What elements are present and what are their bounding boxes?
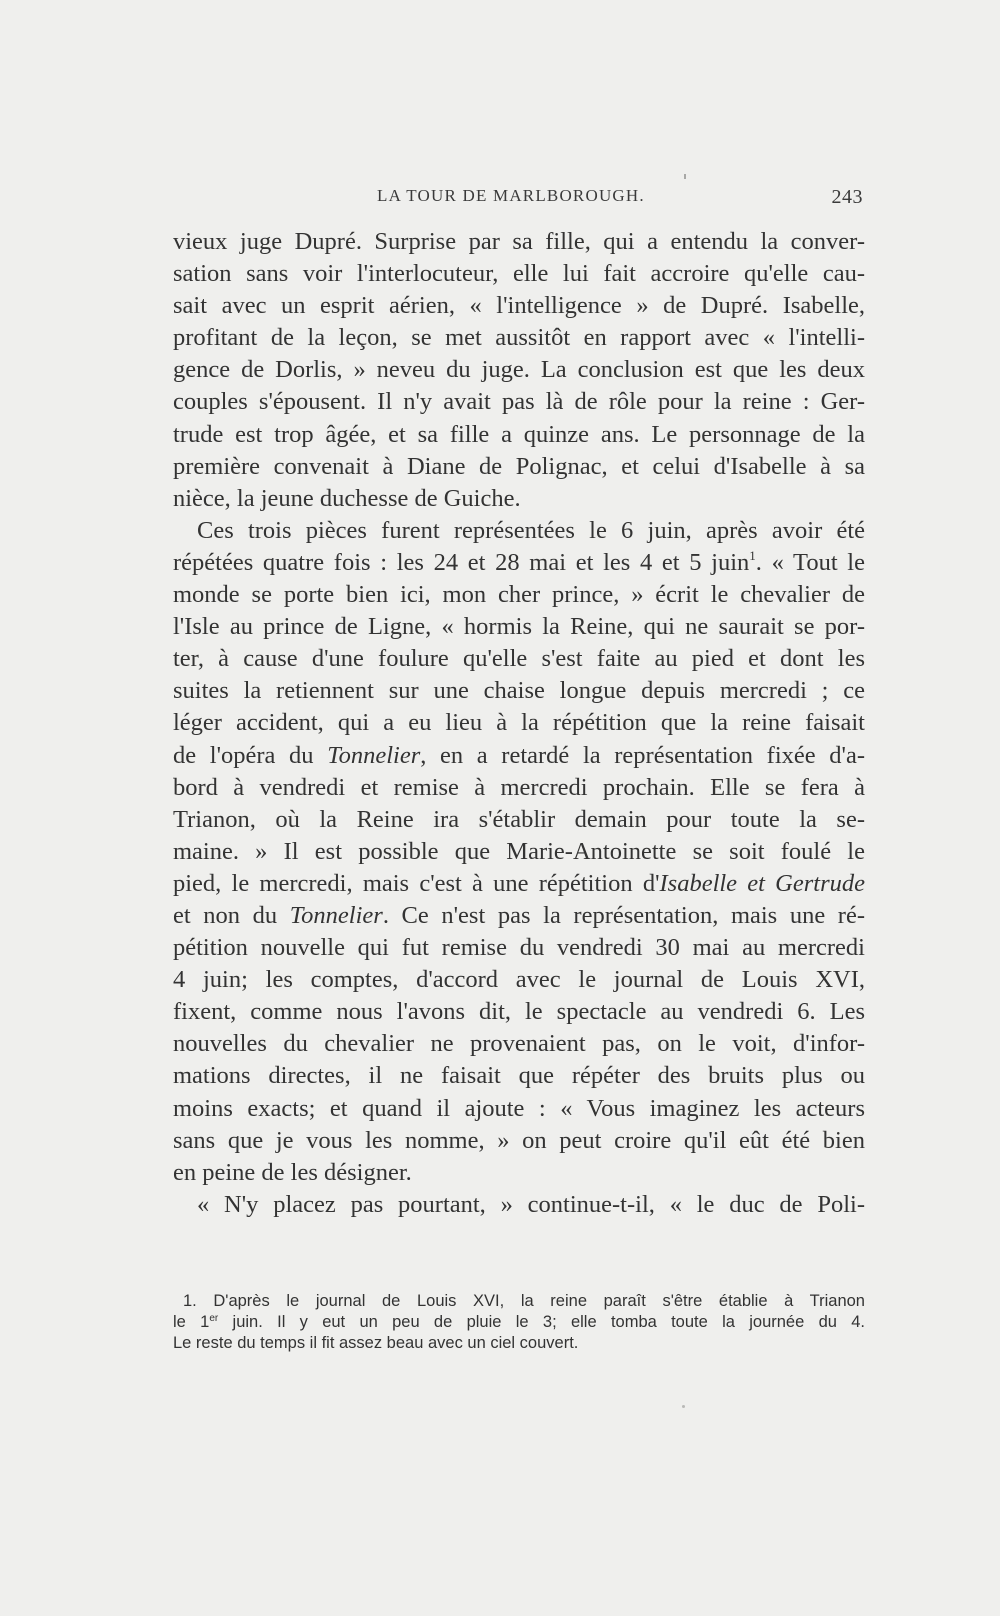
text-line: sans que je vous les nomme, » on peut croire qu'il eût été bien	[173, 1126, 865, 1154]
text-line: sation sans voir l'interlocuteur, elle lui fait accroire qu'elle cau-	[173, 260, 865, 288]
text-fragment: . « Tout le	[755, 548, 865, 576]
text-line: profitant de la leçon, se met aussitôt en rapport avec « l'intelli-	[173, 324, 865, 352]
text-line: « N'y placez pas pourtant, » continue-t-il, « le duc de Poli-	[197, 1190, 865, 1218]
footnote-line: Le reste du temps il fit assez beau avec un ciel couvert.	[173, 1334, 579, 1352]
text-fragment: et non du	[173, 901, 290, 929]
text-line: maine. » Il est possible que Marie-Antoinette se soit foulé le	[173, 837, 865, 865]
text-fragment: pied, le mercredi, mais c'est à une répétition d'	[173, 869, 660, 897]
paper-speck	[684, 174, 686, 179]
text-line: monde se porte bien ici, mon cher prince, » écrit le chevalier de	[173, 581, 865, 609]
text-line: nouvelles du chevalier ne provenaient pas, on le voit, d'infor-	[173, 1030, 865, 1058]
text-line: couples s'épousent. Il n'y avait pas là de rôle pour la reine : Ger-	[173, 388, 865, 416]
text-fragment: . Ce n'est pas la représentation, mais une ré-	[382, 901, 865, 929]
work-title: Isabelle et Gertrude	[659, 869, 865, 897]
text-line	[173, 547, 865, 579]
text-line: première convenait à Diane de Polignac, et celui d'Isabelle à sa	[173, 452, 865, 480]
text-line: Trianon, où la Reine ira s'établir demain pour toute la se-	[173, 805, 865, 833]
text-line: gence de Dorlis, » neveu du juge. La conclusion est que les deux	[173, 356, 865, 384]
running-header	[173, 186, 863, 210]
text-line	[173, 740, 865, 772]
text-line: ter, à cause d'une foulure qu'elle s'est faite au pied et dont les	[173, 645, 865, 673]
page-number: 243	[831, 186, 863, 208]
text-line: nièce, la jeune duchesse de Guiche.	[173, 484, 521, 512]
text-line: bord à vendredi et remise à mercredi prochain. Elle se fera à	[173, 773, 865, 801]
text-fragment: , en a retardé la représentation fixée d'a-	[420, 741, 865, 769]
text-fragment: juin. Il y eut un peu de pluie le 3; elle tomba toute la journée du 4.	[218, 1313, 865, 1331]
footnote-line	[173, 1312, 865, 1333]
body-text	[173, 226, 865, 1221]
text-line	[173, 900, 865, 932]
text-line: 4 juin; les comptes, d'accord avec le journal de Louis XVI,	[173, 966, 865, 994]
text-line: trude est trop âgée, et sa fille a quinze ans. Le personnage de la	[173, 420, 865, 448]
text-line: moins exacts; et quand il ajoute : « Vous imaginez les acteurs	[173, 1094, 865, 1122]
text-fragment: le 1	[173, 1313, 210, 1331]
footnote	[173, 1291, 865, 1354]
text-line: sait avec un esprit aérien, « l'intelligence » de Dupré. Isabelle,	[173, 292, 865, 320]
text-line: vieux juge Dupré. Surprise par sa fille, qui a entendu la conver-	[173, 228, 865, 255]
ordinal-superscript: er	[209, 1313, 219, 1324]
paper-speck	[682, 1405, 685, 1408]
work-title: Tonnelier	[327, 741, 421, 769]
running-title: LA TOUR DE MARLBOROUGH.	[377, 186, 645, 205]
text-line: suites la retiennent sur une chaise longue depuis mercredi ; ce	[173, 677, 865, 705]
footnote-line: 1. D'après le journal de Louis XVI, la reine paraît s'être établie à Trianon	[183, 1292, 865, 1310]
text-line: mations directes, il ne faisait que répéter des bruits plus ou	[173, 1062, 865, 1090]
text-line: l'Isle au prince de Ligne, « hormis la Reine, qui ne saurait se por-	[173, 613, 865, 641]
text-line: léger accident, qui a eu lieu à la répétition que la reine faisait	[173, 709, 865, 737]
text-fragment: de l'opéra du	[173, 741, 328, 769]
text-line: fixent, comme nous l'avons dit, le spectacle au vendredi 6. Les	[173, 998, 865, 1026]
text-line: Ces trois pièces furent représentées le 6 juin, après avoir été	[197, 516, 865, 544]
text-line: pétition nouvelle qui fut remise du vendredi 30 mai au mercredi	[173, 934, 865, 962]
text-line: en peine de les désigner.	[173, 1158, 412, 1186]
work-title: Tonnelier	[289, 901, 383, 929]
text-line	[173, 868, 865, 900]
text-fragment: répétées quatre fois : les 24 et 28 mai et les 4 et 5 juin	[173, 548, 750, 576]
footnote-reference: 1	[749, 547, 756, 563]
